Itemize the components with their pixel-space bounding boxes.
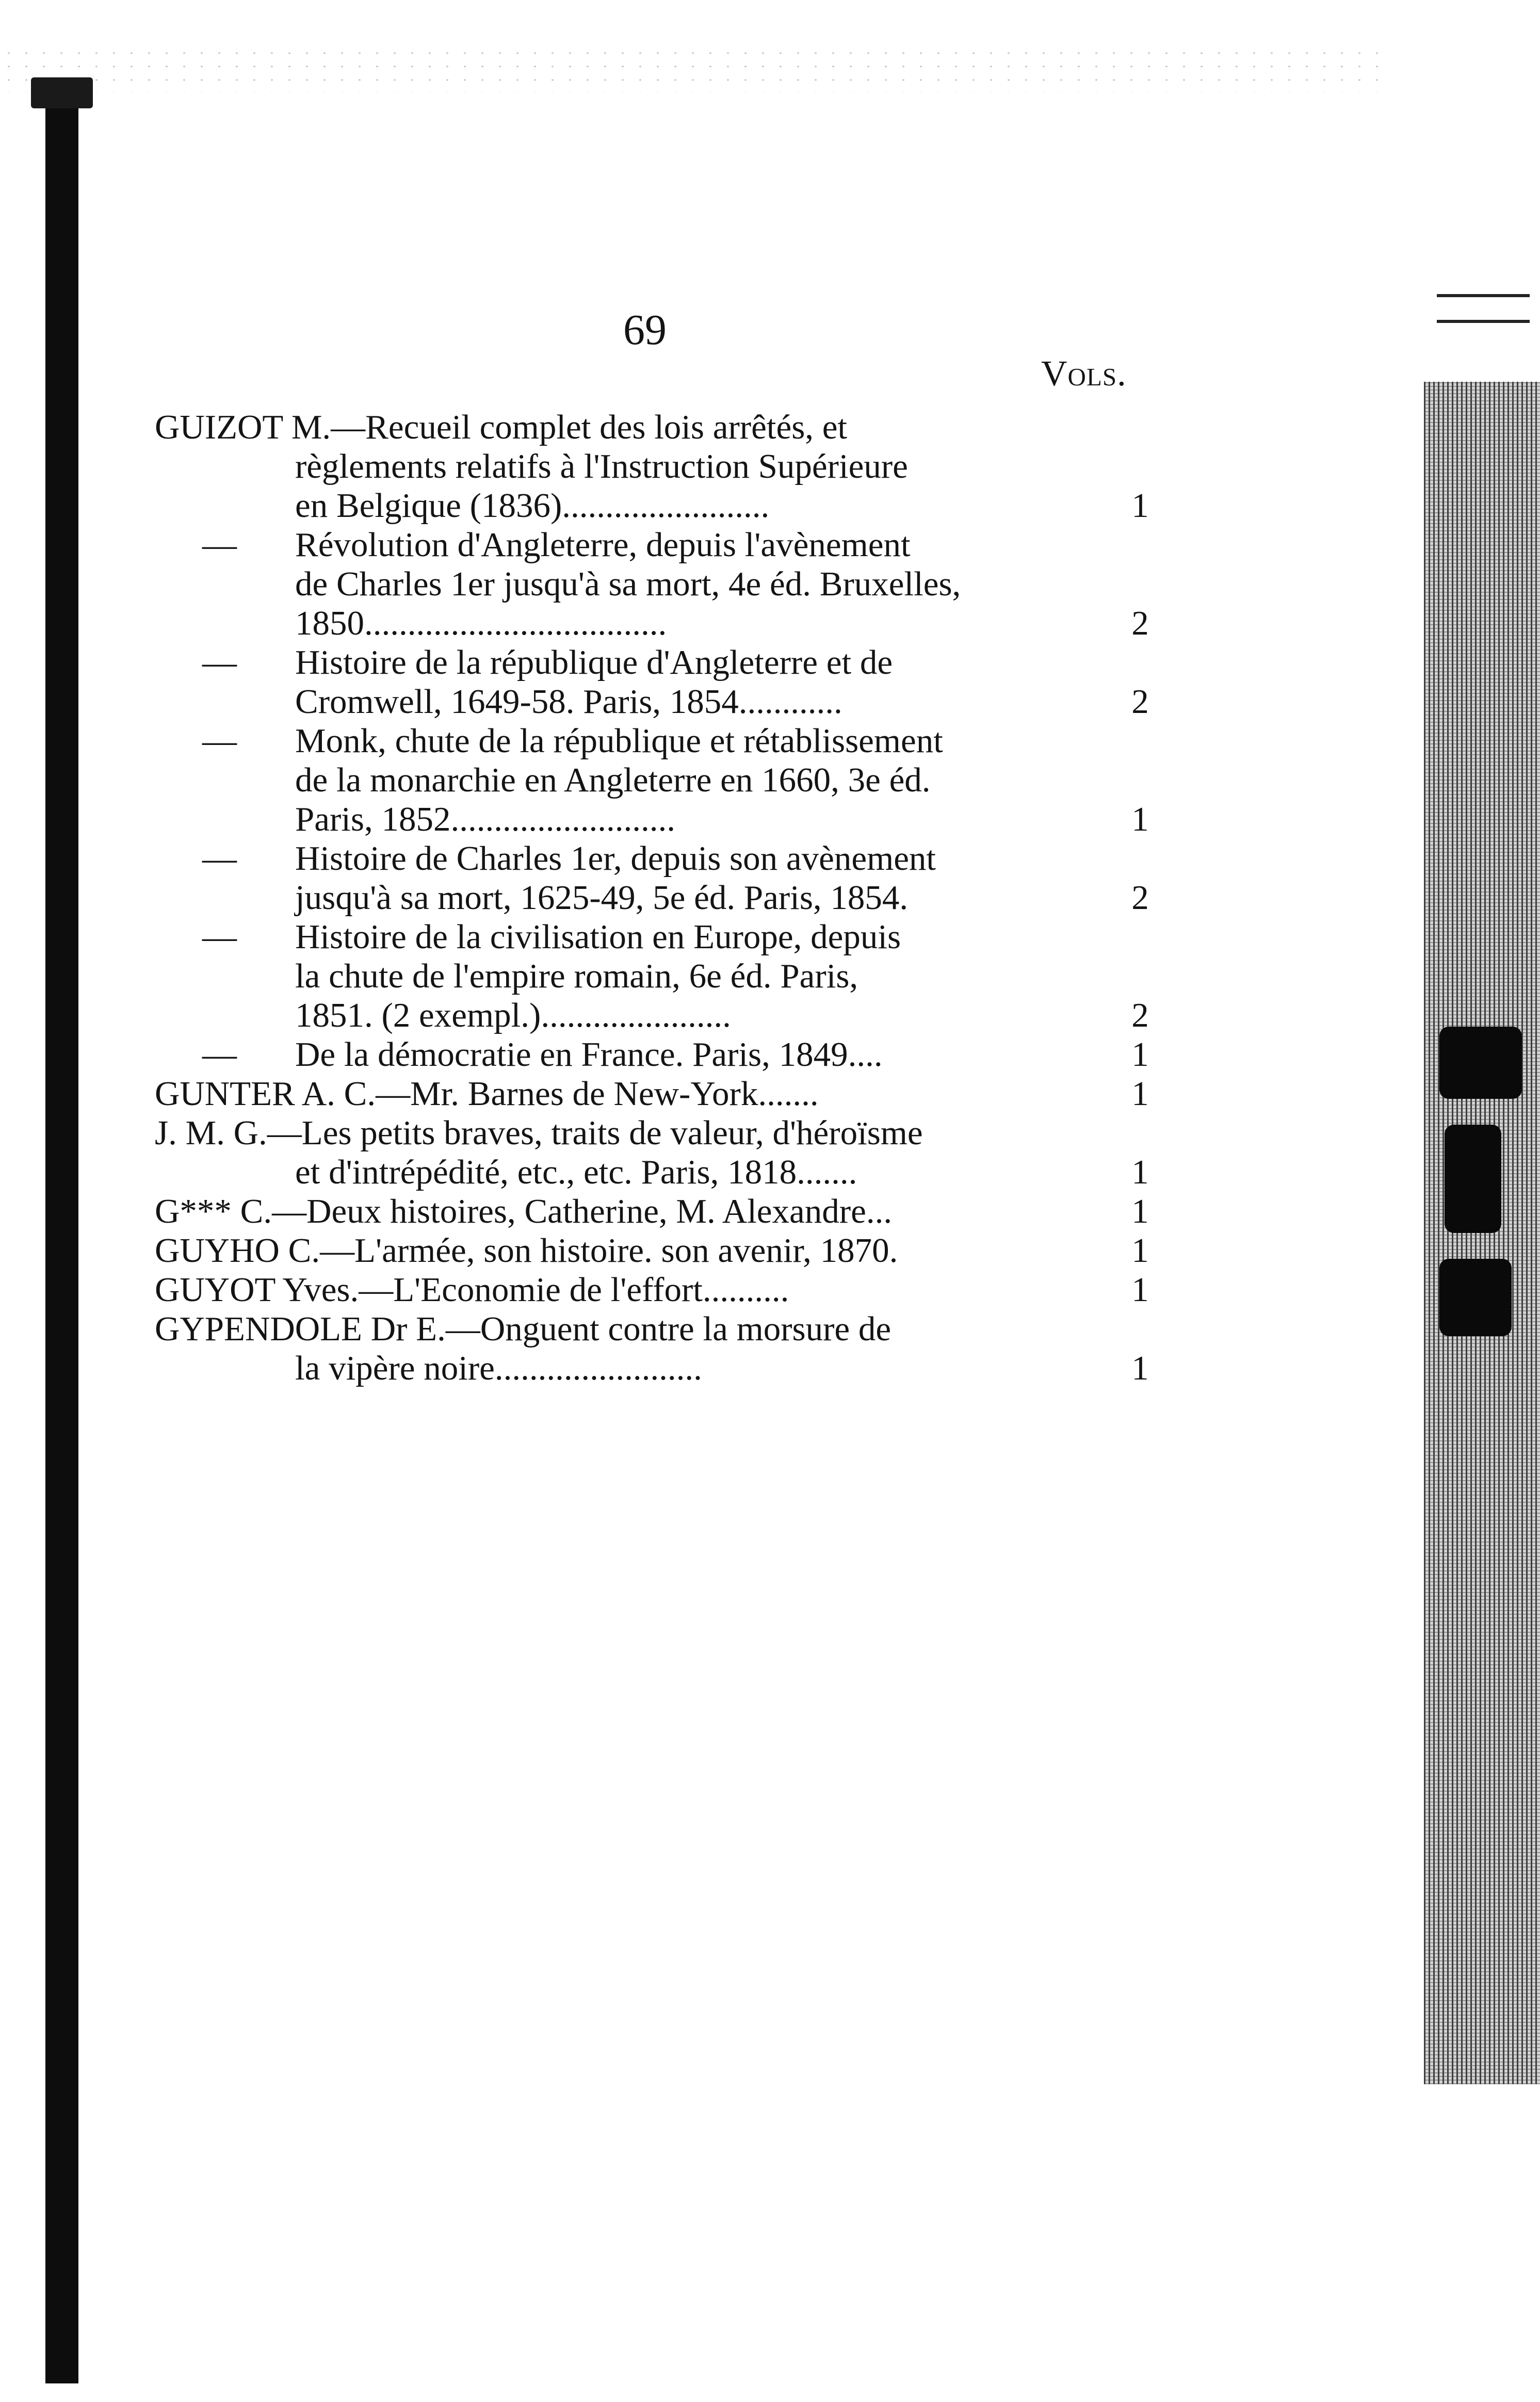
catalogue-sub-entry	[155, 917, 1149, 1035]
entry-text: de Charles 1er jusqu'à sa mort, 4e éd. Bruxelles,	[295, 565, 961, 603]
catalogue-sub-entry	[155, 721, 1149, 839]
entry-text: De la démocratie en France. Paris, 1849....	[295, 1035, 883, 1074]
ditto-dash: —	[202, 526, 237, 564]
entry-text: la vipère noire........................	[295, 1349, 702, 1387]
entry-text: GYPENDOLE Dr E.—Onguent contre la morsure de	[155, 1310, 891, 1348]
entry-text: Cromwell, 1649-58. Paris, 1854............	[295, 683, 842, 721]
entry-text: J. M. G.—Les petits braves, traits de valeur, d'héroïsme	[155, 1114, 923, 1152]
entry-line	[155, 447, 1145, 486]
entry-text: GUYOT Yves.—L'Economie de l'effort..........	[155, 1271, 789, 1309]
entry-text: G*** C.—Deux histoires, Catherine, M. Alexandre...	[155, 1192, 893, 1230]
volume-count: 1	[1131, 1349, 1149, 1387]
catalogue-sub-entry	[155, 525, 1149, 643]
entry-line	[155, 408, 1145, 447]
catalogue-entry	[155, 1270, 1149, 1309]
volume-count: 1	[1131, 1035, 1149, 1074]
scan-speckle	[0, 46, 1393, 93]
catalogue-entry	[155, 1113, 1149, 1192]
catalogue-entry	[155, 1074, 1149, 1113]
entry-line	[155, 956, 1145, 996]
entry-text: de la monarchie en Angleterre en 1660, 3e éd.	[295, 761, 931, 799]
edge-rule	[1437, 320, 1530, 323]
entry-line	[155, 1309, 1145, 1349]
volume-count: 1	[1131, 1271, 1149, 1309]
ditto-dash: —	[202, 1035, 237, 1074]
catalogue-entry	[155, 1309, 1149, 1388]
volume-count: 1	[1131, 1231, 1149, 1270]
entry-line	[155, 1192, 1149, 1231]
edge-mark	[1439, 1259, 1512, 1336]
volume-count: 1	[1131, 486, 1149, 525]
entry-line	[155, 839, 1145, 878]
edge-rule	[1437, 294, 1530, 297]
volume-count: 2	[1131, 683, 1149, 721]
entry-text: Monk, chute de la république et rétablissement	[295, 722, 943, 760]
entry-line	[155, 486, 1149, 525]
catalogue-sub-entry	[155, 839, 1149, 917]
entry-line	[155, 1035, 1149, 1074]
volume-count: 2	[1131, 879, 1149, 917]
entry-line	[155, 643, 1145, 682]
entry-line	[155, 721, 1145, 760]
entry-text: 1851. (2 exempl.)......................	[295, 996, 731, 1034]
volume-count: 1	[1131, 800, 1149, 838]
entry-line	[155, 760, 1145, 800]
entry-line	[155, 878, 1149, 917]
binding-corner	[31, 77, 93, 108]
entry-line	[155, 1231, 1149, 1270]
entry-line	[155, 1270, 1149, 1309]
ditto-dash: —	[202, 643, 237, 681]
entry-line	[155, 1153, 1149, 1192]
entry-text: 1850...................................	[295, 604, 667, 642]
entry-text: et d'intrépédité, etc., etc. Paris, 1818.......	[295, 1153, 857, 1191]
entry-text: jusqu'à sa mort, 1625-49, 5e éd. Paris, 1854.	[295, 879, 909, 917]
catalogue-entry	[155, 1231, 1149, 1270]
entry-text: Histoire de Charles 1er, depuis son avènement	[295, 839, 936, 878]
entry-line	[155, 1349, 1149, 1388]
volume-count: 2	[1131, 996, 1149, 1034]
entry-line	[155, 525, 1145, 564]
volume-count: 1	[1131, 1153, 1149, 1191]
page-number: 69	[623, 306, 667, 354]
catalogue-entry	[155, 1192, 1149, 1231]
ditto-dash: —	[202, 918, 237, 956]
entry-text: GUNTER A. C.—Mr. Barnes de New-York.......	[155, 1075, 819, 1113]
entry-line	[155, 564, 1145, 604]
entry-text: Paris, 1852..........................	[295, 800, 675, 838]
edge-mark	[1439, 1027, 1522, 1099]
volume-count: 2	[1131, 604, 1149, 642]
binding-edge	[45, 93, 78, 2383]
entry-line	[155, 917, 1145, 956]
catalogue-entries	[155, 408, 1149, 1388]
entry-text: Histoire de la république d'Angleterre et de	[295, 643, 893, 681]
entry-line	[155, 604, 1149, 643]
entry-text: GUYHO C.—L'armée, son histoire. son avenir, 1870.	[155, 1231, 898, 1270]
catalogue-sub-entry	[155, 643, 1149, 721]
edge-mark	[1445, 1125, 1501, 1233]
volume-count: 1	[1131, 1075, 1149, 1113]
ditto-dash: —	[202, 839, 237, 878]
catalogue-sub-entry	[155, 1035, 1149, 1074]
entry-line	[155, 1113, 1145, 1153]
entry-text: Révolution d'Angleterre, depuis l'avènement	[295, 526, 911, 564]
entry-text: la chute de l'empire romain, 6e éd. Paris,	[295, 957, 858, 995]
entry-line	[155, 1074, 1149, 1113]
entry-line	[155, 682, 1149, 721]
entry-text: Histoire de la civilisation en Europe, depuis	[295, 918, 901, 956]
entry-text: règlements relatifs à l'Instruction Supérieure	[295, 447, 908, 485]
entry-line	[155, 996, 1149, 1035]
catalogue-entry	[155, 408, 1149, 525]
volume-count: 1	[1131, 1192, 1149, 1230]
entry-text: GUIZOT M.—Recueil complet des lois arrêtés, et	[155, 408, 848, 446]
vols-column-header: Vols.	[1041, 354, 1127, 394]
page-edge-strip	[1424, 382, 1540, 2084]
ditto-dash: —	[202, 722, 237, 760]
entry-text: en Belgique (1836)........................	[295, 486, 770, 525]
entry-line	[155, 800, 1149, 839]
